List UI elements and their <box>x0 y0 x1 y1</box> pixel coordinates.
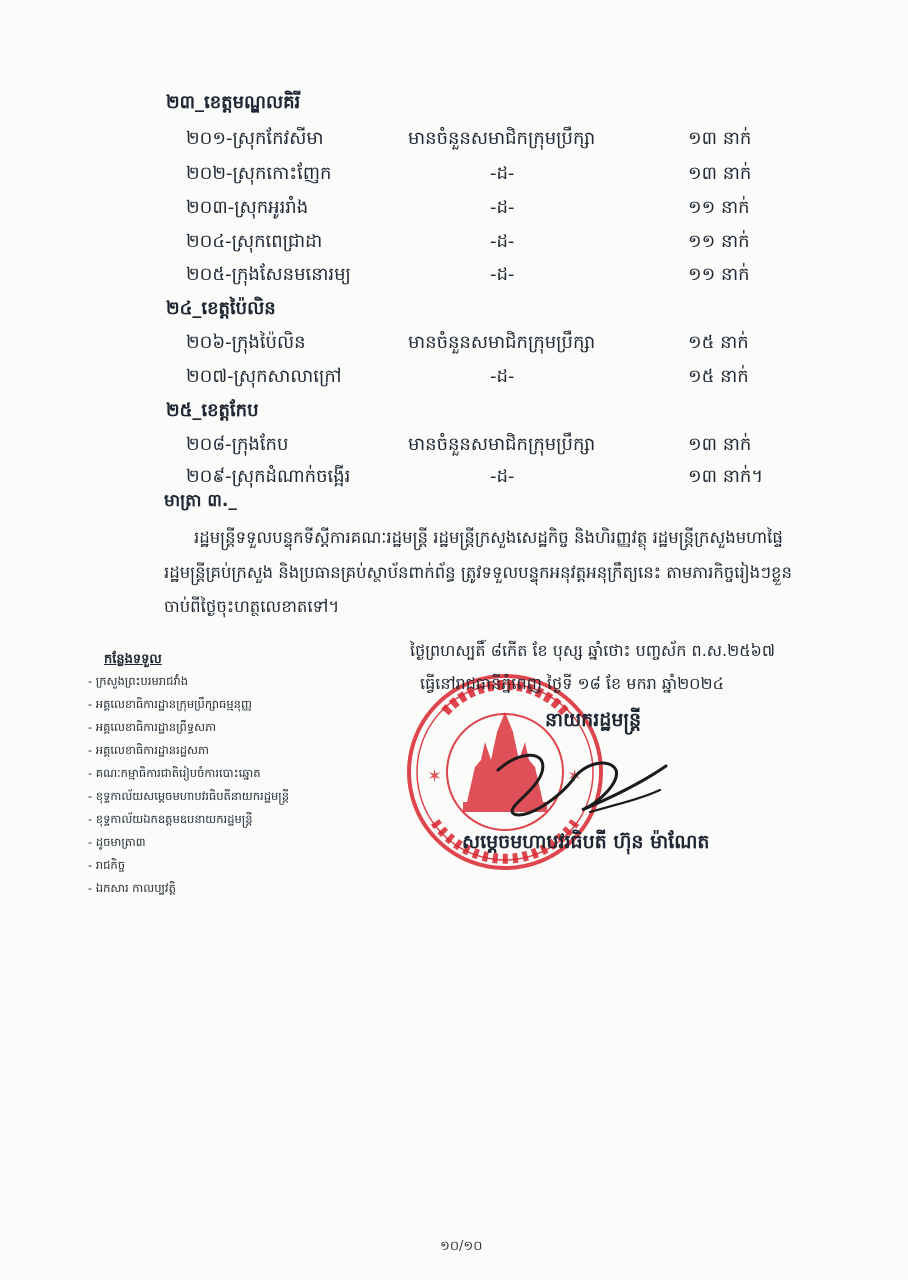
district-desc: -ដ- <box>490 231 515 252</box>
district-desc: -ដ- <box>490 264 515 285</box>
recipient-item: - ក្រសួងព្រះបរមរាជវាំង <box>88 674 189 688</box>
svg-text:✶: ✶ <box>567 766 583 787</box>
district-name: ២០៧-ស្រុកសាលាក្រៅ <box>186 366 342 387</box>
recipients-title: កន្លែងទទួល <box>104 652 162 667</box>
lunar-date: ថ្ងៃព្រហស្បតិ៍ ៨កើត ខែ បុស្ស ឆ្នាំថោះ បញ្ចស័ក ព.ស.២៥៦៧ <box>410 641 775 660</box>
district-count: ១១ នាក់ <box>688 197 750 218</box>
gregorian-date: ធ្វើនៅរាជធានីភ្នំពេញ ថ្ងៃទី ១៨ ខែ មករា ឆ្នាំ២០២៤ <box>420 674 724 693</box>
recipient-item: - ខុទ្ទកាល័យសម្ដេចមហាបវរធិបតីនាយករដ្ឋមន្ត្រី <box>88 789 290 803</box>
district-name: ២០១-ស្រុកកែវសីមា <box>186 128 324 149</box>
svg-text:✶: ✶ <box>427 766 443 787</box>
signature-icon <box>490 740 670 830</box>
district-count: ១៣ នាក់ <box>688 128 752 149</box>
district-desc: -ដ- <box>490 466 515 487</box>
district-name: ២០២-ស្រុកកោះញែក <box>186 163 332 184</box>
article-body-line1: រដ្ឋមន្ត្រីទទួលបន្ទុកទីស្ដីការគណៈរដ្ឋមន្ត្រី រដ្ឋមន្ត្រីក្រសួងសេដ្ឋកិច្ច និងហិរញ្ញវត្ថុ រដ្ឋមន្ត្រីក្រសួងមហាផ្ទៃ <box>194 528 783 547</box>
page-number: ១០/១០ <box>440 1239 483 1254</box>
district-count: ១៣ នាក់ <box>688 163 752 184</box>
district-name: ២០៤-ស្រុកពេជ្រាដា <box>186 231 323 252</box>
article-heading: មាត្រា ៣._ <box>164 491 237 511</box>
district-desc: មានចំនួនសមាជិកក្រុមប្រឹក្សា <box>408 332 596 353</box>
district-name: ២០៣-ស្រុកអូររាំង <box>186 197 309 218</box>
recipient-item: - អគ្គលេខាធិការដ្ឋានរដ្ឋសភា <box>88 743 209 757</box>
district-desc: -ដ- <box>490 197 515 218</box>
district-name: ២០៥-ក្រុងសែនមនោរម្យ <box>186 264 351 285</box>
district-count: ១១ នាក់ <box>688 264 750 285</box>
district-count: ១៣ នាក់ <box>688 434 752 455</box>
article-body-line2: រដ្ឋមន្ត្រីគ្រប់ក្រសួង និងប្រធានគ្រប់ស្ថាប័នពាក់ព័ន្ធ ត្រូវទទួលបន្ទុកអនុវត្តអនុក្រឹត្យនេះ តាមភារកិច្ចរៀងៗខ្លួន <box>164 563 792 582</box>
district-count: ១៥ នាក់ <box>688 332 749 353</box>
province-title-mondulkiri: ២៣_ខេត្តមណ្ឌលគិរី <box>166 92 301 113</box>
recipient-item: - ឯកសារ កាលប្បវត្តិ <box>88 881 176 895</box>
recipient-item: - ដូចមាត្រា៣ <box>88 835 146 849</box>
district-count: ១៣ នាក់។ <box>688 466 764 487</box>
recipient-item: - អគ្គលេខាធិការដ្ឋានព្រឹទ្ធសភា <box>88 720 217 734</box>
district-desc: -ដ- <box>490 366 515 387</box>
recipient-item: - អគ្គលេខាធិការដ្ឋានក្រុមប្រឹក្សាធម្មនុញ្ញ <box>88 697 252 711</box>
recipient-item: - ខុទ្ទកាល័យឯកឧត្តមឧបនាយករដ្ឋមន្ត្រី <box>88 812 253 826</box>
signatory-title: នាយករដ្ឋមន្ត្រី <box>545 709 642 731</box>
district-name: ២០៩-ស្រុកដំណាក់ចង្អើរ <box>186 466 351 487</box>
province-title-kep: ២៥_ខេត្តកែប <box>166 400 259 421</box>
district-name: ២០៦-ក្រុងប៉ៃលិន <box>186 332 306 353</box>
province-title-pailin: ២៤_ខេត្តប៉ៃលិន <box>166 298 276 319</box>
district-name: ២០៨-ក្រុងកែប <box>186 434 289 455</box>
recipient-item: - រាជកិច្ច <box>88 858 126 872</box>
district-count: ១៥ នាក់ <box>688 366 749 387</box>
district-desc: មានចំនួនសមាជិកក្រុមប្រឹក្សា <box>408 128 596 149</box>
article-body-line3: ចាប់ពីថ្ងៃចុះហត្ថលេខាតទៅ។ <box>164 597 340 616</box>
district-desc: -ដ- <box>490 163 515 184</box>
district-count: ១១ នាក់ <box>688 231 750 252</box>
signatory-name: សម្តេចមហាបវរធិបតី ហ៊ុន ម៉ាណែត <box>462 831 710 853</box>
recipient-item: - គណៈកម្មាធិការជាតិរៀបចំការបោះឆ្នោត <box>88 766 261 780</box>
district-desc: មានចំនួនសមាជិកក្រុមប្រឹក្សា <box>408 434 596 455</box>
